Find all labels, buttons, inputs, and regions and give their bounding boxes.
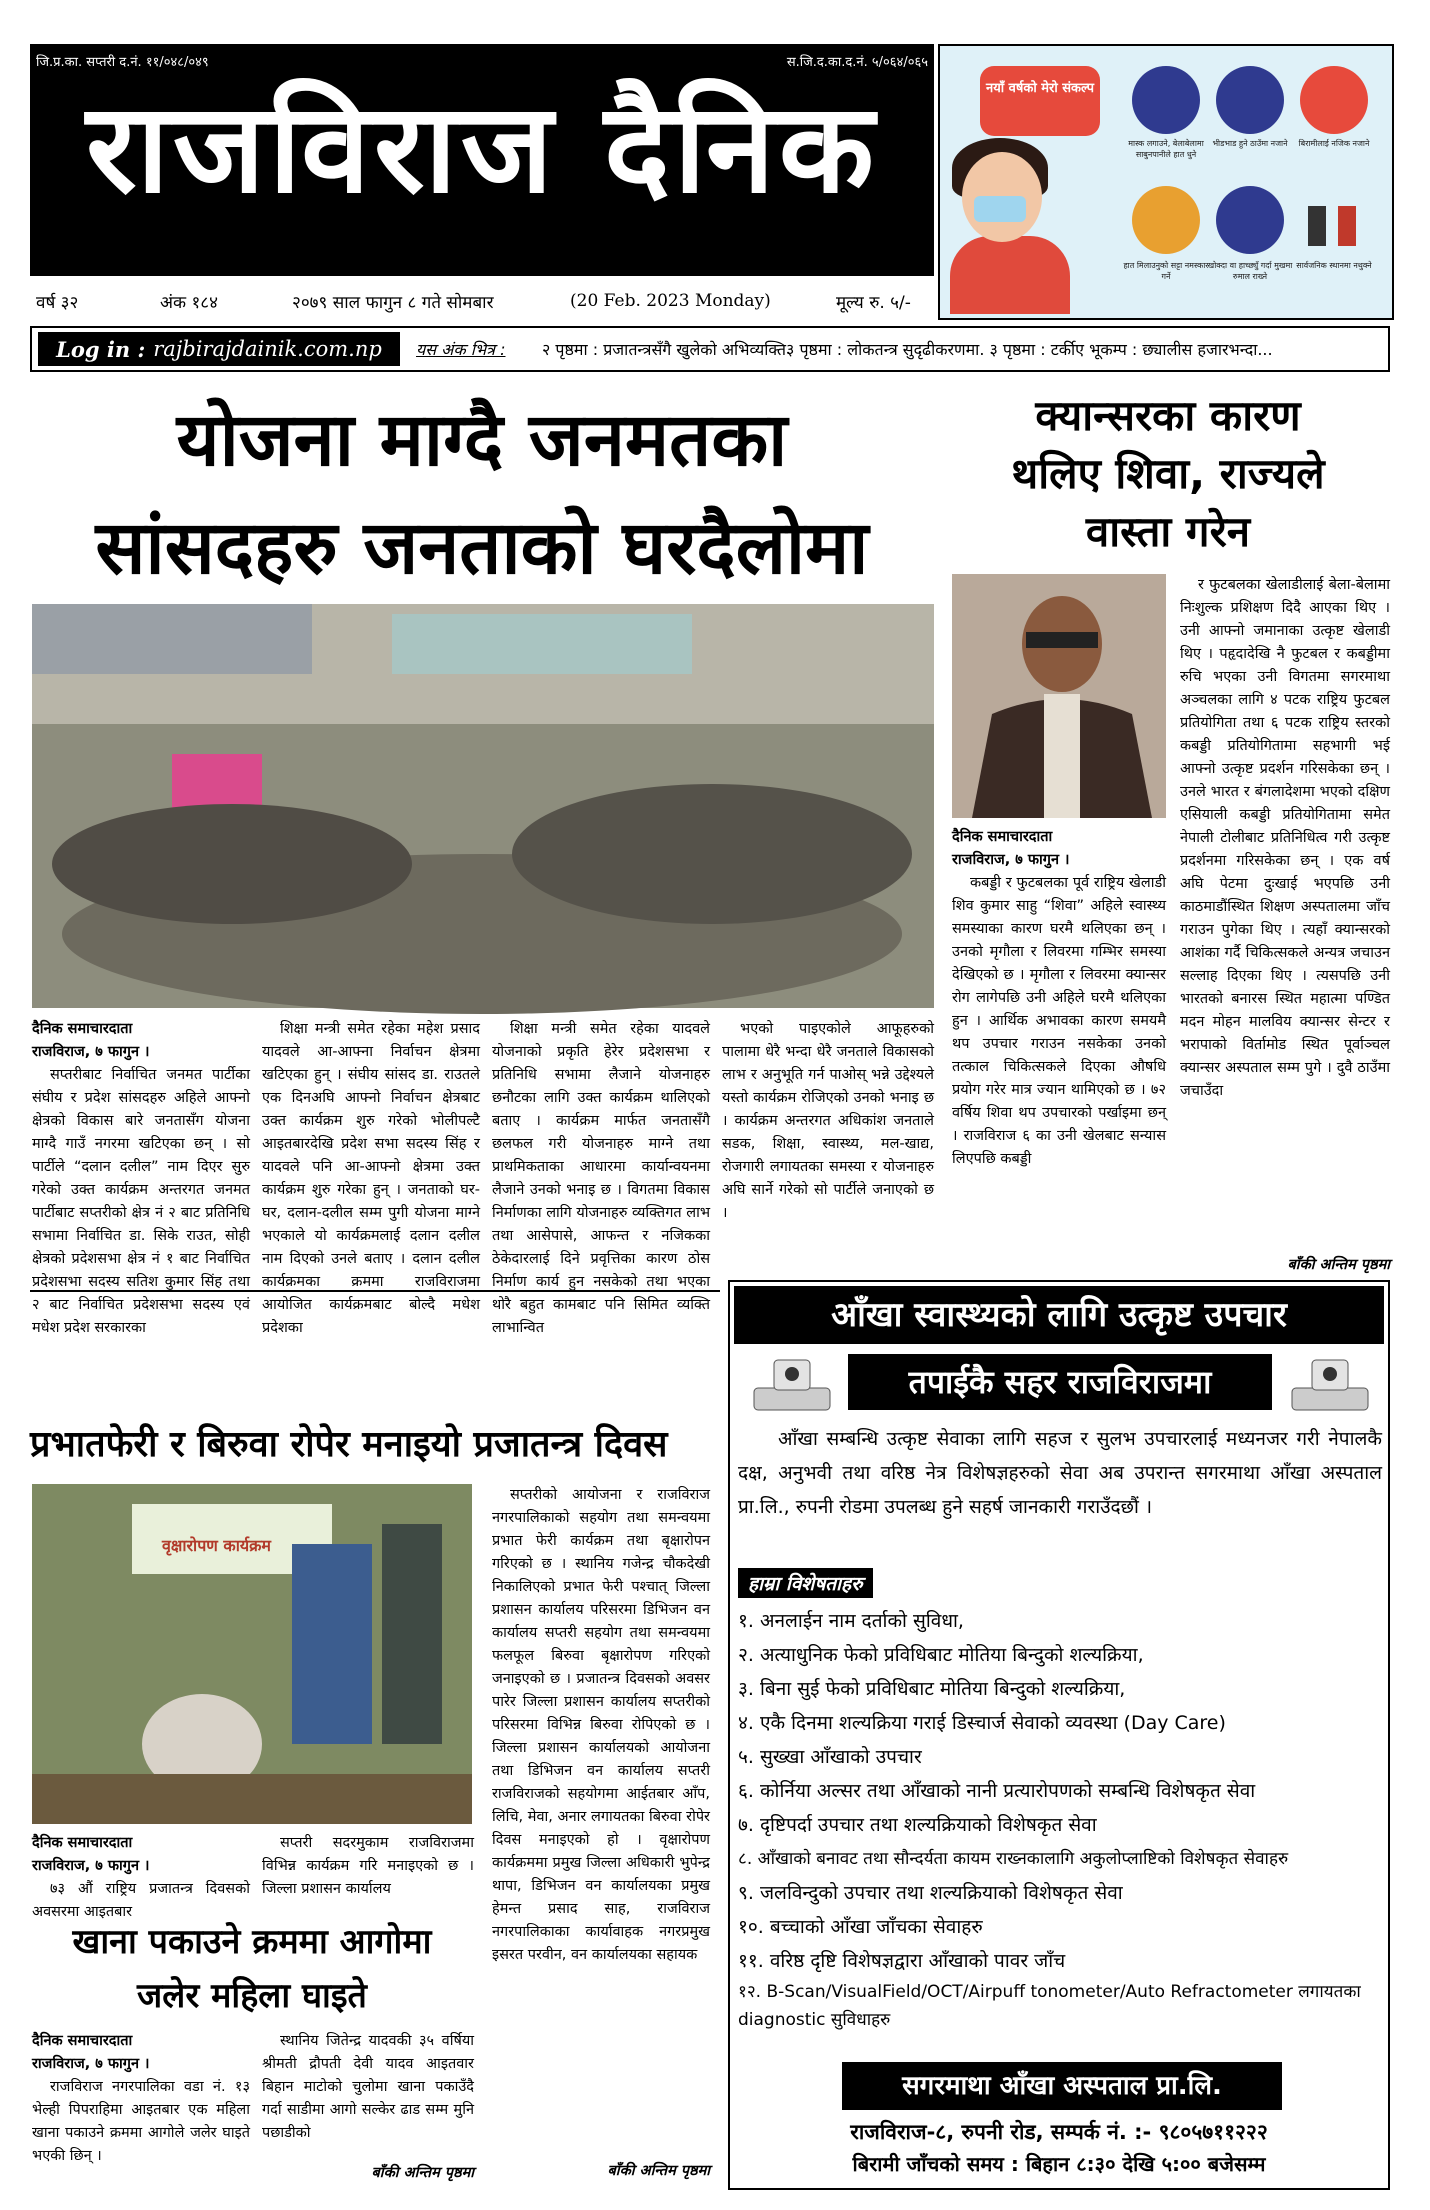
- feature-item: १०. बच्चाको आँखा जाँचका सेवाहरु: [738, 1916, 983, 1938]
- lead-byline: दैनिक समाचारदाता: [32, 1021, 133, 1037]
- eye-ad-heading2: तपाईकै सहर राजविराजमा: [848, 1354, 1272, 1410]
- lead-photo: [32, 604, 934, 1008]
- login-label: Log in :: [56, 336, 146, 362]
- caption-crowd: भीडभाड हुने ठाउँमा नजाने: [1212, 139, 1288, 148]
- fire-byline: दैनिक समाचारदाता: [32, 2033, 133, 2049]
- no-spit-icon: [1300, 186, 1368, 254]
- fire-headline-line2: जलेर महिला घाइते: [137, 1976, 367, 2016]
- shiva-portrait-photo: [952, 574, 1166, 818]
- login-url[interactable]: rajbirajdainik.com.np: [153, 337, 382, 361]
- lead-column-3: [492, 1018, 711, 1336]
- fire-text-1: राजविराज नगरपालिका वडा नं. १३ भेल्ही पिपराहिमा आइतबार एक महिला खाना पकाउने क्रममा आगोले जलेर घाइते भएकी छिन् ।: [32, 2079, 250, 2164]
- inside-label: यस अंक भित्र :: [416, 340, 506, 359]
- lead-column-4: [722, 1018, 934, 1282]
- eye-machine-left-icon: [744, 1352, 840, 1416]
- feature-item: १२. B-Scan/VisualField/OCT/Airpuff tonometer/Auto Refractometer लगायतका diagnostic सुविधाहरु: [738, 1982, 1361, 2030]
- registration-left: जि.प्र.का. सप्तरी द.नं. ११/०४८/०४९: [36, 55, 209, 70]
- lead-text-4: भएको पाइएकोले आफूहरुको पालामा धेरै भन्दा धेरै जनताले विकासको लाभ र अनुभूति गर्न पाओस् भन्ने उद्देश्यले यस्तो कार्यक्रम रोजिएको उनको भनाइ छ । कार्यक्रम अन्तरगत अधिकांश जनताले सडक, शिक्षा, स्वास्थ्य, मल-खाद्य, रोजगारी लगायतका समस्या र योजनाहरु अघि सार्ने गरेको सो पार्टीले जनाएको छ ।: [722, 1021, 934, 1221]
- fire-continued: बाँकी अन्तिम पृष्ठमा: [371, 2165, 474, 2181]
- caption-distance: बिरामीलाई नजिक नजाने: [1298, 139, 1370, 148]
- eye-ad-heading1: आँखा स्वास्थ्यको लागि उत्कृष्ट उपचार: [734, 1286, 1384, 1344]
- caption-spit: सार्वजनिक स्थानमा नथुक्ने: [1296, 261, 1372, 270]
- eye-machine-right-icon: [1282, 1352, 1378, 1416]
- date-nepali: २०७९ साल फागुन ८ गते सोमबार: [292, 292, 494, 313]
- prabhat-dateline: राजविराज, ७ फागुन ।: [32, 1858, 150, 1874]
- newspaper-title: राजविराज दैनिक: [86, 77, 878, 221]
- crowd-meeting-photo: [32, 604, 934, 1008]
- cancer-column-2: [1180, 574, 1390, 1254]
- lead-dateline: राजविराज, ७ फागुन ।: [32, 1044, 150, 1060]
- prabhat-text-2: सप्तरी सदरमुकाम राजविराजमा विभिन्न कार्यक्रम गरि मनाइएको छ । जिल्ला प्रशासन कार्यालय: [262, 1835, 474, 1897]
- eye-ad-address: राजविराज-८, रुपनी रोड, सम्पर्क नं. :- ९८०५७११२२२: [850, 2120, 1268, 2144]
- no-contact-icon: [1300, 66, 1368, 134]
- prabhat-text-1: ७३ औं राष्ट्रिय प्रजातन्त्र दिवसको अवसरमा आइतबार: [32, 1881, 250, 1920]
- fire-text-2: स्थानिय जितेन्द्र यादवकी ३५ वर्षिया श्रीमती द्रौपती देवी यादव आइतवार बिहान माटोको चुलोमा खाना पकाउँदै गर्दा साडीमा आगो सल्केर ढाड सम्म मुनि पछाडीको: [262, 2033, 474, 2141]
- fire-headline-line1: खाना पकाउने क्रममा आगोमा: [72, 1922, 432, 1962]
- health-awareness-ad: [938, 44, 1394, 320]
- eye-hospital-ad: [728, 1280, 1390, 2190]
- fire-column-2: [262, 2030, 474, 2160]
- inside-ticker[interactable]: २ पृष्ठमा : प्रजातन्त्रसँगै खुलेको अभिव्यक्ति३ पृष्ठमा : लोकतन्त्र सुदृढीकरणमा. ३ पृष्ठमा : टर्कीए भूकम्प : छ्यालीस हजारभन्दा...: [542, 340, 1273, 359]
- feature-item: ४. एकै दिनमा शल्यक्रिया गराई डिस्चार्ज सेवाको व्यवस्था (Day Care): [738, 1712, 1226, 1734]
- feature-item: ७. दृष्टिपर्दा उपचार तथा शल्यक्रियाको विशेषकृत सेवा: [738, 1814, 1097, 1836]
- feature-item: ६. कोर्निया अल्सर तथा आँखाको नानी प्रत्यारोपणको सम्बन्धि विशेषकृत सेवा: [738, 1780, 1256, 1802]
- cancer-headline-line1: क्यान्सरका कारण: [1035, 391, 1301, 440]
- cancer-text-2: र फुटबलका खेलाडीलाई बेला-बेलामा निःशुल्क प्रशिक्षण दिदै आएका थिए । उनी आफ्नो जमानाका उत्कृष्ट खेलाडी थिए । पहृदादेखि नै फुटबल र कबड्डीमा रुचि भएका उनी विगतमा सगरमाथा अञ्चलका लागि ४ पटक राष्ट्रिय फुटबल प्रतियोगिता तथा ६ पटक राष्ट्रिय स्तरको कबड्डी प्रतियोगितामा सहभागी भई आफ्नो उत्कृष्ट प्रदर्शन गरिसकेका छन् । उनले भारत र बंगलादेशमा भएको दक्षिण एसियाली कबड्डी प्रतियोगितामा समेत नेपाली टोलीबाट प्रतिनिधित्व गरी उत्कृष्ट प्रदर्शनमा गरिसकेका छन् । एक वर्ष अघि पेटमा दुःखाई भएपछि उनी काठमाडौंस्थित शिक्षण अस्पतालमा जाँच गराउन पुगेका थिए । त्यहाँ क्यान्सरको आशंका गर्दै चिकित्सकले अन्यत्र जचाउन सल्लाह दिएका थिए । त्यसपछि उनी भारतको बनारस स्थित महात्मा पण्डित मदन मोहन मालविय क्यान्सर सेन्टर र भरापाको विर्तामोड स्थित पूर्वाञ्चल क्यान्सर अस्पताल सम्म पुगे । दुवै ठाउँमा जचाउँदा: [1180, 577, 1390, 1099]
- cancer-dateline: राजविराज, ७ फागुन ।: [952, 852, 1070, 868]
- sneeze-icon: [1216, 186, 1284, 254]
- price: मूल्य रु. ५/-: [836, 292, 911, 313]
- cancer-continued: बाँकी अन्तिम पृष्ठमा: [1287, 1257, 1390, 1273]
- cancer-text-1: कबड्डी र फुटबलका पूर्व राष्ट्रिय खेलाडी शिव कुमार साहु “शिवा” अहिले स्वास्थ्य समस्याका कारण घरमै थलिएका छन् । उनको मृगौला र लिवरमा गम्भिर समस्या देखिएको छ । मृगौला र लिवरमा क्यान्सर रोग लागेपछि उनी अहिले घरमै थलिएका हुन । आर्थिक अभावका कारण समयमै थप उपचार गराउन नसकेका उनको तत्काल चिकित्सकले दिएका औषधि प्रयोग गरेर मात्र ज्यान थामिएको छ । ७२ वर्षिय शिवा थप उपचारको पर्खाइमा छन् । राजविराज ६ का उनी खेलबाट सन्यास लिएपछि कबड्डी: [952, 875, 1166, 1167]
- eye-ad-intro: आँखा सम्बन्धि उत्कृष्ट सेवाका लागि सहज र सुलभ उपचारलाई मध्यनजर गरी नेपालकै दक्ष, अनुभवी तथा वरिष्ठ नेत्र विशेषज्ञहरुको सेवा अब उपरान्त सगरमाथा आँखा अस्पताल प्रा.लि., रुपनी रोडमा उपलब्ध हुने सहर्ष जानकारी गराउँदछौं ।: [738, 1428, 1382, 1518]
- prabhat-headline: प्रभातफेरी र बिरुवा रोपेर मनाइयो प्रजातन्त्र दिवस: [30, 1424, 668, 1465]
- feature-item: ५. सुख्खा आँखाको उपचार: [738, 1746, 922, 1768]
- issue-number: अंक १८४: [160, 292, 218, 313]
- lead-text-3: शिक्षा मन्त्री समेत रहेका यादवले योजनाको प्रकृति हेरेर प्रदेशसभा र प्रतिनिधि सभामा लैजाने योजनाहरु छनौटका लागि उक्त कार्यक्रम थालिएको बताए । कार्यक्रम मार्फत जनतासँगै छलफल गरी योजनाहरु माग्ने तथा प्राथमिकताका आधारमा कार्यान्वयनमा लैजाने उनको भनाइ छ । विगतमा विकास निर्माणका लागि योजनाहरु व्यक्तिगत लाभ तथा आसेपासे, आफन्त र नजिकका ठेकेदारलाई दिने प्रवृत्तिका कारण ठोस निर्माण कार्य हुन नसकेको तथा भएका थोरै बहुत कामबाट पनि सिमित व्यक्ति लाभान्वित: [492, 1021, 711, 1336]
- section-divider: [30, 1290, 720, 1292]
- registration-right: स.जि.द.का.द.नं. ५/०६४/०६५: [786, 55, 928, 70]
- feature-item: १. अनलाईन नाम दर्ताको सुविधा,: [738, 1610, 964, 1632]
- feature-item: ९. जलविन्दुको उपचार तथा शल्यक्रियाको विशेषकृत सेवा: [738, 1882, 1123, 1904]
- feature-item: २. अत्याधुनिक फेको प्रविधिबाट मोतिया बिन्दुको शल्यक्रिया,: [738, 1644, 1144, 1666]
- caption-namaste: हात मिलाउनुको सट्टा नमस्कार गर्ने: [1123, 261, 1209, 281]
- eye-ad-hospital-name: सगरमाथा आँखा अस्पताल प्रा.लि.: [842, 2062, 1282, 2110]
- feature-item: ११. वरिष्ठ दृष्टि विशेषज्ञद्वारा आँखाको पावर जाँच: [738, 1950, 1066, 1972]
- eye-ad-feature-list: [738, 1604, 1386, 2034]
- crowd-icon: [1216, 66, 1284, 134]
- lead-text-1: सप्तरीबाट निर्वाचित जनमत पार्टीका संघीय र प्रदेश सांसदहरु अहिले आफ्नो क्षेत्रको विकास बारे जनतासँग योजना माग्दै गाउँ नगरमा खटिएका छन् । सो पार्टीले “दलान दलील” नाम दिएर सुरु गरेको उक्त कार्यक्रम अन्तरगत जनमत पार्टीबाट सप्तरीको क्षेत्र नं २ बाट प्रतिनिधि सभामा निर्वाचित डा. सिके राउत, सोही क्षेत्रको प्रदेशसभा क्षेत्र नं १ बाट निर्वाचित प्रदेशसभा सदस्य सतिश कुमार सिंह तथा २ बाट निर्वाचित प्रदेशसभा सदस्य एवं मधेश प्रदेश सरकारका: [32, 1067, 250, 1336]
- masthead: [30, 44, 934, 313]
- prabhat-text-3: सप्तरीको आयोजना र राजविराज नगरपालिकाको सहयोग तथा समन्वयमा प्रभात फेरी कार्यक्रम तथा बृक्षारोपन गरिएको छ । स्थानिय गजेन्द्र चौकदेखी निकालिएको प्रभात फेरी पश्चात् जिल्ला प्रशासन कार्यालय परिसरमा डिभिजन वन कार्यालय सप्तरी सहयोग तथा समन्वयमा फलफूल बिरुवा बृक्षारोपण गरिएको जनाइएको छ । प्रजातन्त्र दिवसको अवसर पारेर जिल्ला प्रशासन कार्यालय सप्तरीको परिसरमा विभिन्न बिरुवा रोपिएको छ । जिल्ला प्रशासन कार्यालयको आयोजना तथा डिभिजन वन कार्यालय सप्तरी राजविराजको सहयोगमा आईतबार आँप, लिचि, मेवा, अनार लगायतका बिरुवा रोपेर दिवस मनाइएको हो । वृक्षारोपण कार्यक्रममा प्रमुख जिल्ला अधिकारी भुपेन्द्र थापा, डिभिजन वन कार्यालयका प्रमुख हेमन्त प्रसाद साह, राजविराज नगरपालिकाका कार्यावाहक नगरप्रमुख इसरत परवीन, वन कार्यालयका सहायक: [492, 1487, 710, 1963]
- resolution-bubble: नयाँ वर्षको मेरो संकल्प: [980, 66, 1100, 136]
- prabhat-column-3: [492, 1484, 710, 2180]
- cancer-headline-line2: थलिए शिवा, राज्यले: [1011, 449, 1325, 498]
- tree-planting-photo: [32, 1484, 472, 1824]
- date-english: (20 Feb. 2023 Monday): [570, 291, 771, 311]
- handwash-icon: [1132, 66, 1200, 134]
- prabhat-continued: बाँकी अन्तिम पृष्ठमा: [492, 2160, 710, 2186]
- eye-ad-hours: बिरामी जाँचको समय : बिहान ८:३० देखि ५:०० बजेसम्म: [852, 2152, 1266, 2176]
- feature-item: ३. बिना सुई फेको प्रविधिबाट मोतिया बिन्दुको शल्यक्रिया,: [738, 1678, 1126, 1700]
- cancer-byline: दैनिक समाचारदाता: [952, 829, 1053, 845]
- tree-planting-banner: वृक्षारोपण कार्यक्रम: [162, 1536, 271, 1555]
- feature-item: ८. आँखाको बनावट तथा सौन्दर्यता कायम राख्नकालागि अकुलोप्लाष्टिको विशेषकृत सेवाहरु: [738, 1849, 1289, 1869]
- face-mask-icon: [974, 196, 1026, 222]
- login-link[interactable]: [38, 332, 400, 366]
- lead-headline-line2: सांसदहरु जनताको घरदैलोमा: [95, 505, 869, 591]
- fire-column-1: [32, 2030, 250, 2190]
- woman-illustration-body: [950, 236, 1070, 314]
- lead-column-2: [262, 1018, 480, 1336]
- volume-year: वर्ष ३२: [36, 292, 79, 313]
- namaste-icon: [1132, 186, 1200, 254]
- cancer-column-1: [952, 826, 1166, 1276]
- login-bar: [30, 326, 1390, 372]
- cancer-headline-line3: वास्ता गरेन: [1085, 507, 1251, 556]
- fire-dateline: राजविराज, ७ फागुन ।: [32, 2056, 150, 2072]
- lead-column-1: [32, 1018, 250, 1336]
- lead-headline-line1: योजना माग्दै जनमतका: [176, 397, 788, 483]
- lead-text-2: शिक्षा मन्त्री समेत रहेका महेश प्रसाद यादवले आ-आफ्ना निर्वाचन क्षेत्रमा खटिएका हुन् । संघीय सांसद डा. राउतले एक दिनअघि आफ्नो निर्वाचन क्षेत्रबाट उक्त कार्यक्रम शुरु गरेको भोलीपल्टै आइतबारदेखि प्रदेश सभा सदस्य सिंह र यादवले पनि आ-आफ्नो क्षेत्रमा उक्त कार्यक्रम शुरु गरेका हुन् । जनताको घर-घर, दलान-दलील सम्म पुगी योजना माग्ने भएकाले यो कार्यक्रमलाई दलान दलील नाम दिएको उनले बताए । दलान दलील कार्यक्रमका क्रममा राजविराजमा आयोजित कार्यक्रमबाट बोल्दै मधेश प्रदेशका: [262, 1021, 480, 1336]
- prabhat-byline: दैनिक समाचारदाता: [32, 1835, 133, 1851]
- eye-ad-features-label: हाम्रा विशेषताहरु: [738, 1568, 873, 1598]
- caption-handwash: मास्क लगाउने, बेलाबेलामा साबुनपानीले हात धुने: [1128, 139, 1204, 159]
- caption-sneeze: खोक्दा वा हाच्छ्युँ गर्दा मुखमा रुमाल राख्ने: [1207, 261, 1293, 281]
- issue-info-bar: [30, 284, 934, 318]
